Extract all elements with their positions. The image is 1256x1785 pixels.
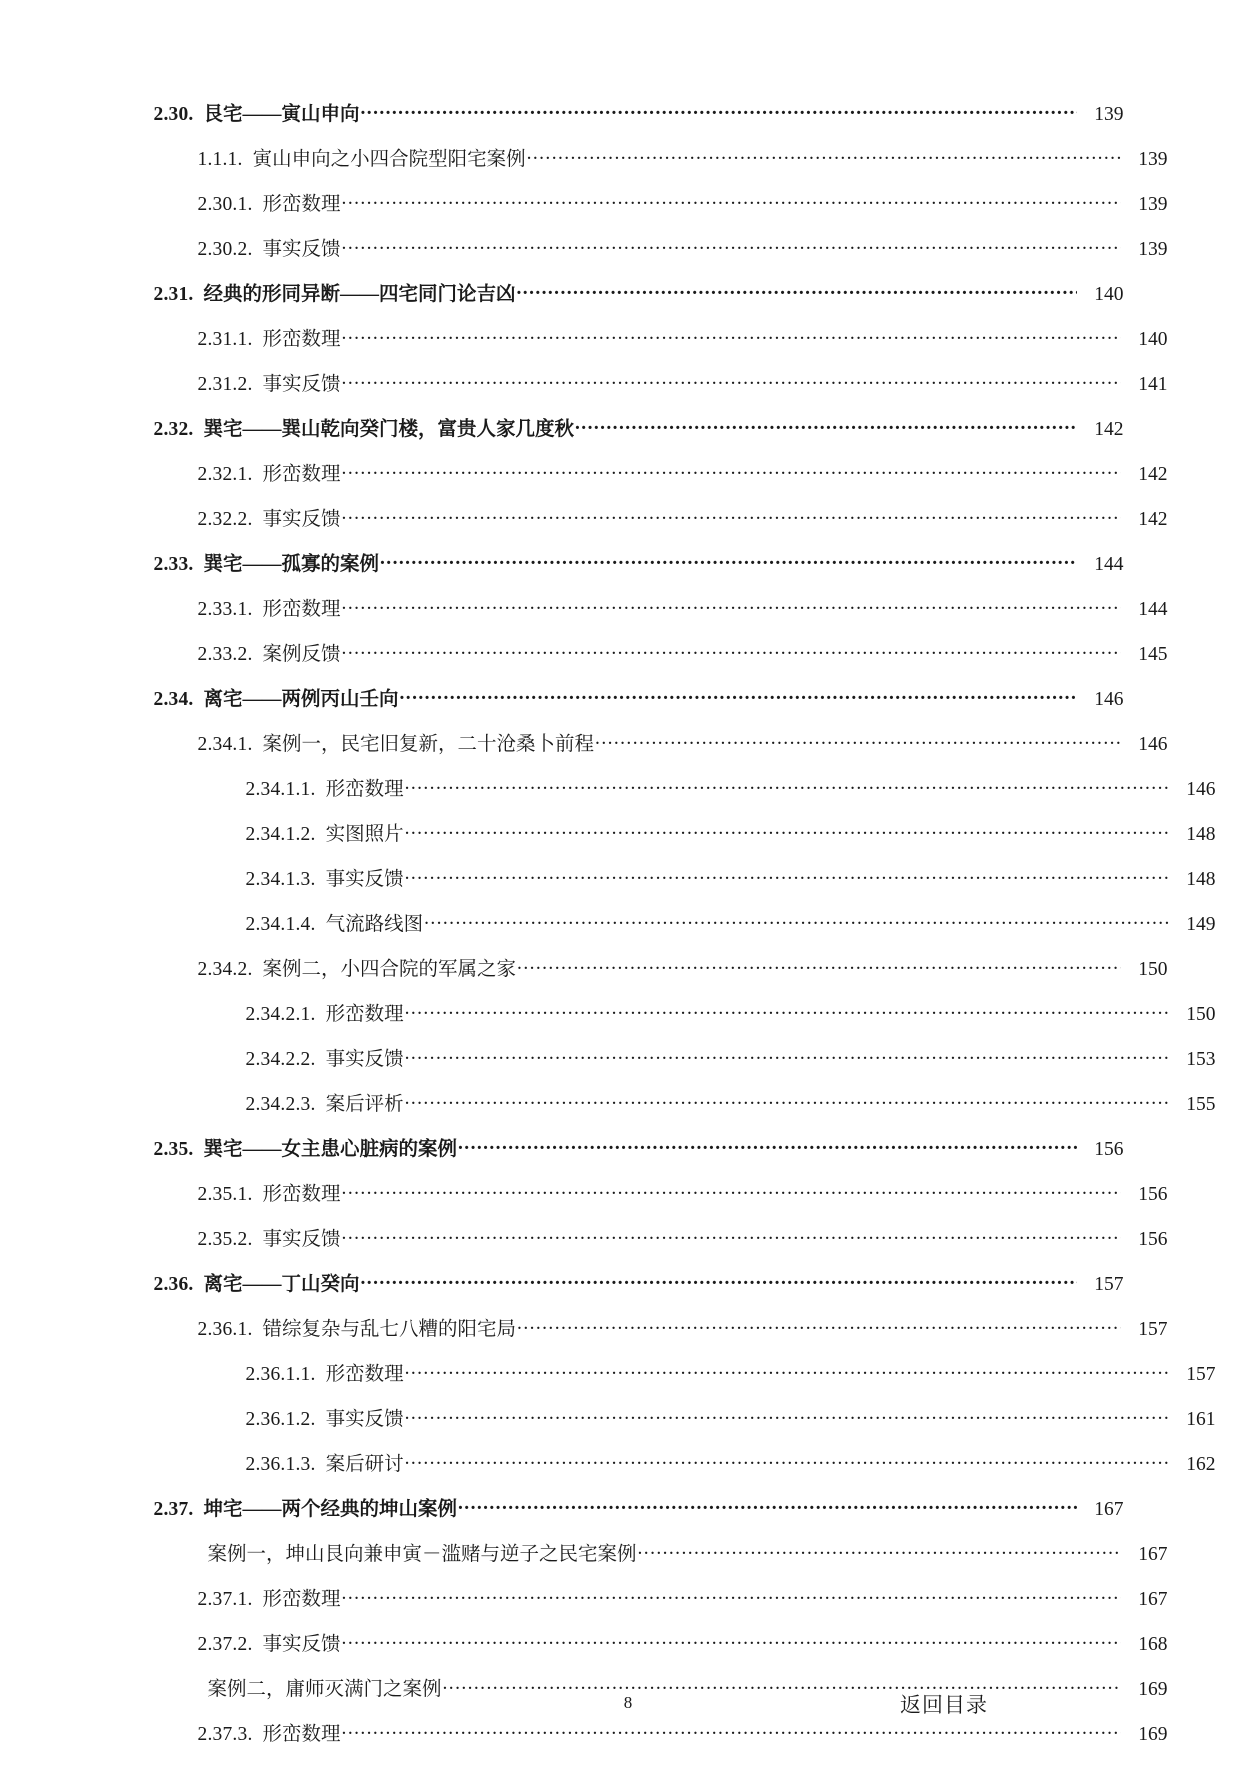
toc-leader-dots <box>342 1180 1121 1200</box>
toc-entry[interactable] <box>146 820 1216 844</box>
page-footer <box>0 1693 1256 1723</box>
toc-entry[interactable] <box>146 1405 1216 1429</box>
toc-entry[interactable] <box>146 1360 1216 1384</box>
toc-entry-number: 2.34.1.3. <box>245 868 316 890</box>
toc-entry[interactable] <box>146 1090 1216 1114</box>
toc-entry-page-number: 157 <box>1094 1273 1124 1295</box>
toc-entry[interactable] <box>146 1540 1168 1564</box>
toc-entry-page-number: 155 <box>1186 1093 1216 1115</box>
toc-entry-page-number: 149 <box>1186 913 1216 935</box>
toc-entry-title: 寅山申向之小四合院型阳宅案例 <box>252 148 526 170</box>
toc-entry[interactable] <box>146 1450 1216 1474</box>
toc-entry-number: 2.33.1. <box>197 598 253 620</box>
toc-leader-dots <box>405 775 1169 795</box>
toc-entry-number: 2.31. <box>153 283 194 305</box>
toc-leader-dots <box>595 730 1120 750</box>
toc-entry-page-number: 145 <box>1138 643 1168 665</box>
toc-entry-page-number: 167 <box>1094 1498 1124 1520</box>
toc-entry-title: 实图照片 <box>325 823 404 845</box>
toc-entry-number: 2.36. <box>153 1273 194 1295</box>
toc-entry[interactable] <box>146 1225 1168 1249</box>
toc-entry-number: 2.37. <box>153 1498 194 1520</box>
page-number: 8 <box>623 1693 633 1712</box>
toc-leader-dots <box>342 1585 1121 1605</box>
toc-leader-dots <box>405 820 1169 840</box>
toc-entry-title: 形峦数理 <box>262 1183 341 1205</box>
toc-entry-number: 2.34.1.4. <box>245 913 316 935</box>
toc-entry-page-number: 150 <box>1186 1003 1216 1025</box>
toc-entry-title: 案后研讨 <box>325 1453 404 1475</box>
toc-entry[interactable] <box>146 1000 1216 1024</box>
toc-entry-page-number: 146 <box>1094 688 1124 710</box>
toc-entry-number: 2.31.1. <box>197 328 253 350</box>
toc-leader-dots <box>342 595 1121 615</box>
toc-entry-title: 事实反馈 <box>262 238 341 260</box>
toc-entry-number: 2.34.2. <box>197 958 253 980</box>
toc-entry-page-number: 141 <box>1138 373 1168 395</box>
toc-entry-page-number: 144 <box>1094 553 1124 575</box>
toc-entry[interactable] <box>146 1630 1168 1654</box>
toc-entry-number: 2.35.2. <box>197 1228 253 1250</box>
toc-entry-number: 2.32.1. <box>197 463 253 485</box>
toc-entry-page-number: 161 <box>1186 1408 1216 1430</box>
toc-entry-title: 巽宅——巽山乾向癸门楼，富贵人家几度秋 <box>203 418 575 440</box>
toc-entry-number: 2.30.2. <box>197 238 253 260</box>
toc-entry[interactable] <box>146 1585 1168 1609</box>
toc-entry-title: 事实反馈 <box>325 868 404 890</box>
toc-entry-page-number: 146 <box>1138 733 1168 755</box>
toc-entry[interactable] <box>146 190 1168 214</box>
toc-entry-number: 2.37.2. <box>197 1633 253 1655</box>
toc-entry-title: 艮宅——寅山申向 <box>203 103 360 125</box>
toc-entry-number: 2.34.2.3. <box>245 1093 316 1115</box>
toc-entry-page-number: 156 <box>1094 1138 1124 1160</box>
toc-entry-title: 经典的形同异断——四宅同门论吉凶 <box>203 283 516 305</box>
toc-entry-title: 事实反馈 <box>262 1228 341 1250</box>
toc-entry-page-number: 168 <box>1138 1633 1168 1655</box>
toc-entry[interactable] <box>146 685 1124 709</box>
toc-entry-number: 2.34. <box>153 688 194 710</box>
toc-entry[interactable] <box>146 775 1216 799</box>
toc-entry[interactable] <box>146 235 1168 259</box>
toc-entry-number: 2.33. <box>153 553 194 575</box>
toc-entry-title: 形峦数理 <box>325 1363 404 1385</box>
toc-entry-page-number: 146 <box>1186 778 1216 800</box>
table-of-contents <box>146 100 1216 1745</box>
toc-entry-page-number: 142 <box>1138 463 1168 485</box>
toc-leader-dots <box>361 100 1077 120</box>
toc-entry-page-number: 140 <box>1094 283 1124 305</box>
toc-entry-number: 2.37.1. <box>197 1588 253 1610</box>
toc-entry-number: 2.35. <box>153 1138 194 1160</box>
toc-entry-title: 案例一，民宅旧复新，二十沧桑卜前程 <box>262 733 595 755</box>
toc-entry-title: 形峦数理 <box>262 193 341 215</box>
toc-entry-page-number: 139 <box>1094 103 1124 125</box>
toc-entry[interactable] <box>146 145 1168 169</box>
toc-entry[interactable] <box>146 955 1168 979</box>
toc-leader-dots <box>400 685 1077 705</box>
toc-entry-page-number: 153 <box>1186 1048 1216 1070</box>
toc-entry-title: 错综复杂与乱七八糟的阳宅局 <box>262 1318 517 1340</box>
toc-entry-number: 2.34.1.1. <box>245 778 316 800</box>
toc-entry-title: 事实反馈 <box>325 1408 404 1430</box>
toc-entry-page-number: 140 <box>1138 328 1168 350</box>
toc-leader-dots <box>405 1360 1169 1380</box>
toc-entry-page-number: 157 <box>1186 1363 1216 1385</box>
toc-entry-title: 案例一，坤山艮向兼申寅－滥赌与逆子之民宅案例 <box>207 1543 637 1565</box>
toc-entry[interactable] <box>146 1135 1124 1159</box>
toc-entry-title: 事实反馈 <box>262 508 341 530</box>
toc-entry-title: 坤宅——两个经典的坤山案例 <box>203 1498 458 1520</box>
toc-leader-dots <box>342 1225 1121 1245</box>
toc-entry-page-number: 139 <box>1138 238 1168 260</box>
toc-entry-page-number: 139 <box>1138 193 1168 215</box>
toc-entry-number: 2.34.1. <box>197 733 253 755</box>
toc-entry-number: 2.36.1.1. <box>245 1363 316 1385</box>
toc-leader-dots <box>405 1405 1169 1425</box>
toc-leader-dots <box>342 505 1121 525</box>
toc-entry-number: 2.34.1.2. <box>245 823 316 845</box>
toc-entry-number: 2.30.1. <box>197 193 253 215</box>
toc-entry-page-number: 167 <box>1138 1543 1168 1565</box>
toc-leader-dots <box>517 280 1077 300</box>
toc-entry-page-number: 169 <box>1138 1678 1168 1700</box>
toc-entry-title: 形峦数理 <box>262 463 341 485</box>
toc-entry-page-number: 156 <box>1138 1183 1168 1205</box>
toc-leader-dots <box>342 325 1121 345</box>
toc-entry[interactable] <box>146 1270 1124 1294</box>
toc-leader-dots <box>405 1450 1169 1470</box>
toc-leader-dots <box>342 460 1121 480</box>
toc-leader-dots <box>361 1270 1077 1290</box>
toc-entry-page-number: 169 <box>1138 1723 1168 1745</box>
toc-entry-title: 案后评析 <box>325 1093 404 1115</box>
toc-entry-page-number: 148 <box>1186 823 1216 845</box>
toc-entry-title: 事实反馈 <box>325 1048 404 1070</box>
toc-entry-title: 形峦数理 <box>325 1003 404 1025</box>
toc-entry[interactable] <box>146 550 1124 574</box>
toc-entry-number: 2.30. <box>153 103 194 125</box>
toc-leader-dots <box>517 1315 1120 1335</box>
toc-entry-number: 2.34.2.1. <box>245 1003 316 1025</box>
back-to-contents-link[interactable]: 返回目录 <box>900 1694 988 1717</box>
toc-entry-title: 离宅——两例丙山壬向 <box>203 688 399 710</box>
toc-entry[interactable] <box>146 370 1168 394</box>
toc-leader-dots <box>458 1495 1076 1515</box>
toc-entry-title: 事实反馈 <box>262 373 341 395</box>
toc-entry-number: 2.36.1.3. <box>245 1453 316 1475</box>
toc-leader-dots <box>638 1540 1121 1560</box>
toc-entry-number: 2.33.2. <box>197 643 253 665</box>
toc-entry-page-number: 148 <box>1186 868 1216 890</box>
toc-leader-dots <box>342 370 1121 390</box>
toc-entry[interactable] <box>146 505 1168 529</box>
toc-entry[interactable] <box>146 595 1168 619</box>
toc-leader-dots <box>405 865 1169 885</box>
toc-entry-title: 形峦数理 <box>262 1723 341 1745</box>
toc-entry-number: 2.37.3. <box>197 1723 253 1745</box>
toc-leader-dots <box>342 235 1121 255</box>
toc-entry-number: 2.32. <box>153 418 194 440</box>
toc-leader-dots <box>575 415 1076 435</box>
toc-entry-title: 巽宅——女主患心脏病的案例 <box>203 1138 458 1160</box>
toc-entry-title: 形峦数理 <box>262 598 341 620</box>
toc-leader-dots <box>443 1675 1121 1695</box>
toc-entry-title: 巽宅——孤寡的案例 <box>203 553 380 575</box>
toc-entry[interactable] <box>146 640 1168 664</box>
toc-entry-page-number: 142 <box>1138 508 1168 530</box>
toc-entry[interactable] <box>146 1045 1216 1069</box>
toc-entry-number: 1.1.1. <box>197 148 243 170</box>
toc-entry[interactable] <box>146 415 1124 439</box>
toc-entry[interactable] <box>146 280 1124 304</box>
toc-entry-page-number: 144 <box>1138 598 1168 620</box>
toc-entry-title: 离宅——丁山癸向 <box>203 1273 360 1295</box>
toc-entry[interactable] <box>146 325 1168 349</box>
toc-entry-page-number: 157 <box>1138 1318 1168 1340</box>
toc-entry-number: 2.32.2. <box>197 508 253 530</box>
toc-entry-number: 2.35.1. <box>197 1183 253 1205</box>
toc-leader-dots <box>405 1045 1169 1065</box>
toc-entry[interactable] <box>146 460 1168 484</box>
toc-entry-title: 案例二，小四合院的军属之家 <box>262 958 517 980</box>
toc-leader-dots <box>458 1135 1076 1155</box>
toc-leader-dots <box>342 190 1121 210</box>
toc-entry[interactable] <box>146 100 1124 124</box>
toc-leader-dots <box>380 550 1076 570</box>
toc-entry-number: 2.36.1.2. <box>245 1408 316 1430</box>
toc-entry-title: 气流路线图 <box>325 913 424 935</box>
toc-entry-page-number: 156 <box>1138 1228 1168 1250</box>
toc-entry-page-number: 162 <box>1186 1453 1216 1475</box>
toc-entry[interactable] <box>146 1315 1168 1339</box>
toc-leader-dots <box>424 910 1168 930</box>
toc-leader-dots <box>342 1630 1121 1650</box>
toc-entry-title: 案例二，庸师灭满门之案例 <box>207 1678 442 1700</box>
toc-entry-number: 2.34.2.2. <box>245 1048 316 1070</box>
toc-entry-title: 形峦数理 <box>262 1588 341 1610</box>
toc-entry[interactable] <box>146 910 1216 934</box>
toc-leader-dots <box>405 1090 1169 1110</box>
toc-entry[interactable] <box>146 1720 1168 1744</box>
toc-entry-number: 2.36.1. <box>197 1318 253 1340</box>
toc-entry-title: 形峦数理 <box>262 328 341 350</box>
toc-entry-title: 事实反馈 <box>262 1633 341 1655</box>
toc-entry-page-number: 139 <box>1138 148 1168 170</box>
toc-leader-dots <box>342 640 1121 660</box>
toc-entry-title: 形峦数理 <box>325 778 404 800</box>
toc-entry[interactable] <box>146 1495 1124 1519</box>
toc-entry-title: 案例反馈 <box>262 643 341 665</box>
toc-leader-dots <box>405 1000 1169 1020</box>
toc-entry-page-number: 142 <box>1094 418 1124 440</box>
toc-leader-dots <box>517 955 1120 975</box>
toc-entry[interactable] <box>146 1180 1168 1204</box>
toc-entry[interactable] <box>146 865 1216 889</box>
toc-leader-dots <box>527 145 1121 165</box>
toc-entry-page-number: 167 <box>1138 1588 1168 1610</box>
toc-entry-number: 2.31.2. <box>197 373 253 395</box>
toc-entry[interactable] <box>146 730 1168 754</box>
toc-entry-page-number: 150 <box>1138 958 1168 980</box>
